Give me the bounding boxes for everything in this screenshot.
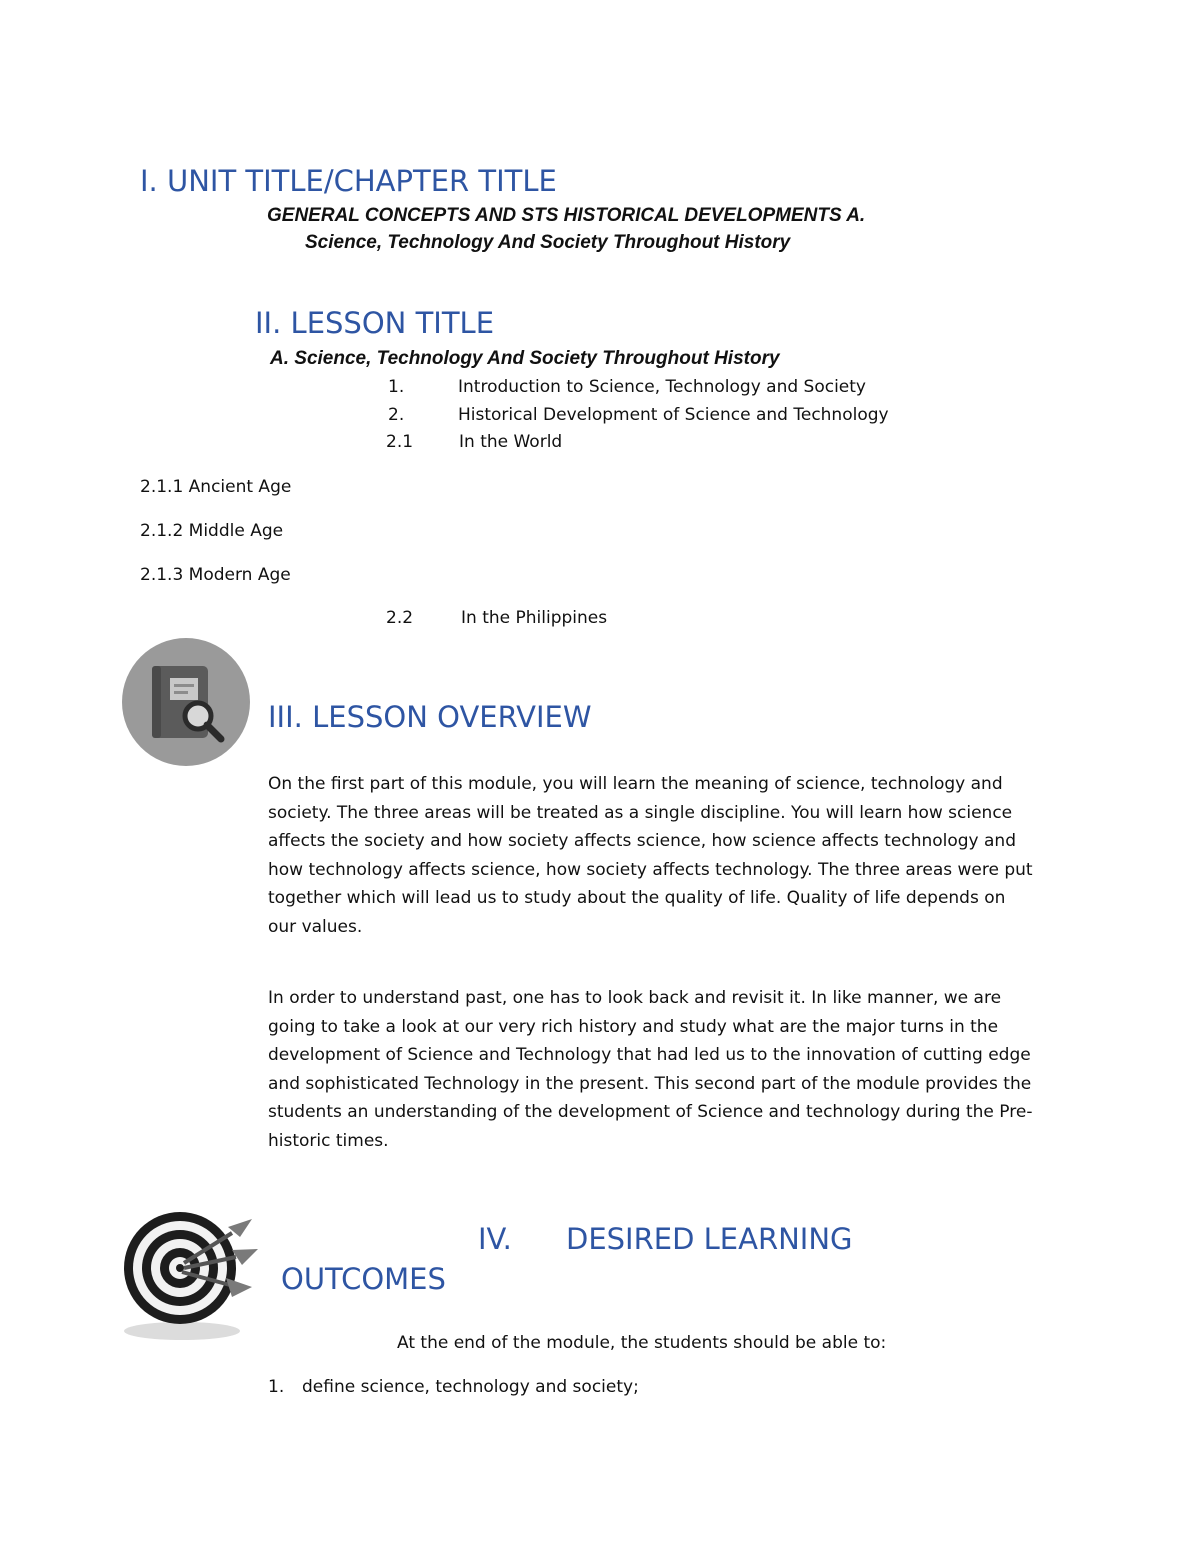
lesson-item-num: 2. (388, 405, 405, 425)
lesson-subitem: 2.1.2 Middle Age (140, 521, 284, 541)
lesson-item-num: 2.2 (386, 608, 414, 628)
outcomes-heading-line2: OUTCOMES (281, 1262, 446, 1296)
outcomes-intro: At the end of the module, the students should be able to: (397, 1333, 887, 1353)
paragraph-line: and sophisticated Technology in the present. This second part of the module provides the (268, 1073, 1032, 1094)
unit-subtitle-line1: GENERAL CONCEPTS AND STS HISTORICAL DEVELOPMENTS A. (267, 205, 866, 226)
unit-subtitle-line2: Science, Technology And Society Throughout History (305, 232, 791, 253)
paragraph-line: how technology affects science, how society affects technology. The three areas were put (268, 859, 1033, 880)
lesson-item-num: 1. (388, 377, 405, 397)
lesson-item-text: In the Philippines (461, 608, 608, 628)
outcome-item-text: define science, technology and society; (302, 1377, 639, 1397)
outcome-item-num: 1. (268, 1377, 285, 1397)
target-darts-icon (120, 1205, 265, 1343)
lesson-subitem: 2.1.1 Ancient Age (140, 477, 292, 497)
paragraph-line: society. The three areas will be treated as a single discipline. You will learn how science (268, 802, 1013, 823)
lesson-subitem: 2.1.3 Modern Age (140, 565, 291, 585)
outcomes-heading-line1: DESIRED LEARNING (566, 1222, 853, 1256)
book-magnifier-icon (120, 636, 252, 768)
overview-heading: III. LESSON OVERVIEW (268, 700, 592, 734)
lesson-subtitle: A. Science, Technology And Society Throughout History (270, 348, 780, 369)
lesson-item-num: 2.1 (386, 432, 414, 452)
paragraph-line: students an understanding of the development of Science and technology during the Pre- (268, 1102, 1033, 1123)
paragraph-line: affects the society and how society affects science, how science affects technology and (268, 831, 1016, 852)
paragraph-line: In order to understand past, one has to look back and revisit it. In like manner, we are (268, 988, 1002, 1008)
lesson-item-text: Introduction to Science, Technology and Society (458, 377, 866, 397)
paragraph-line: going to take a look at our very rich history and study what are the major turns in the (268, 1016, 999, 1037)
overview-paragraph-2 (268, 984, 1058, 1156)
lesson-heading: II. LESSON TITLE (255, 306, 495, 340)
lesson-item-text: Historical Development of Science and Technology (458, 405, 889, 425)
lesson-item-text: In the World (459, 432, 563, 452)
paragraph-line: historic times. (268, 1130, 389, 1151)
overview-paragraph-1 (268, 770, 1058, 942)
unit-heading: I. UNIT TITLE/CHAPTER TITLE (140, 164, 557, 198)
outcomes-numeral: IV. (478, 1222, 512, 1256)
paragraph-line: together which will lead us to study about the quality of life. Quality of life depends on (268, 888, 1006, 909)
paragraph-line: On the first part of this module, you will learn the meaning of science, technology and (268, 774, 1003, 794)
paragraph-line: development of Science and Technology that had led us to the innovation of cutting edge (268, 1045, 1031, 1066)
paragraph-line: our values. (268, 916, 363, 937)
